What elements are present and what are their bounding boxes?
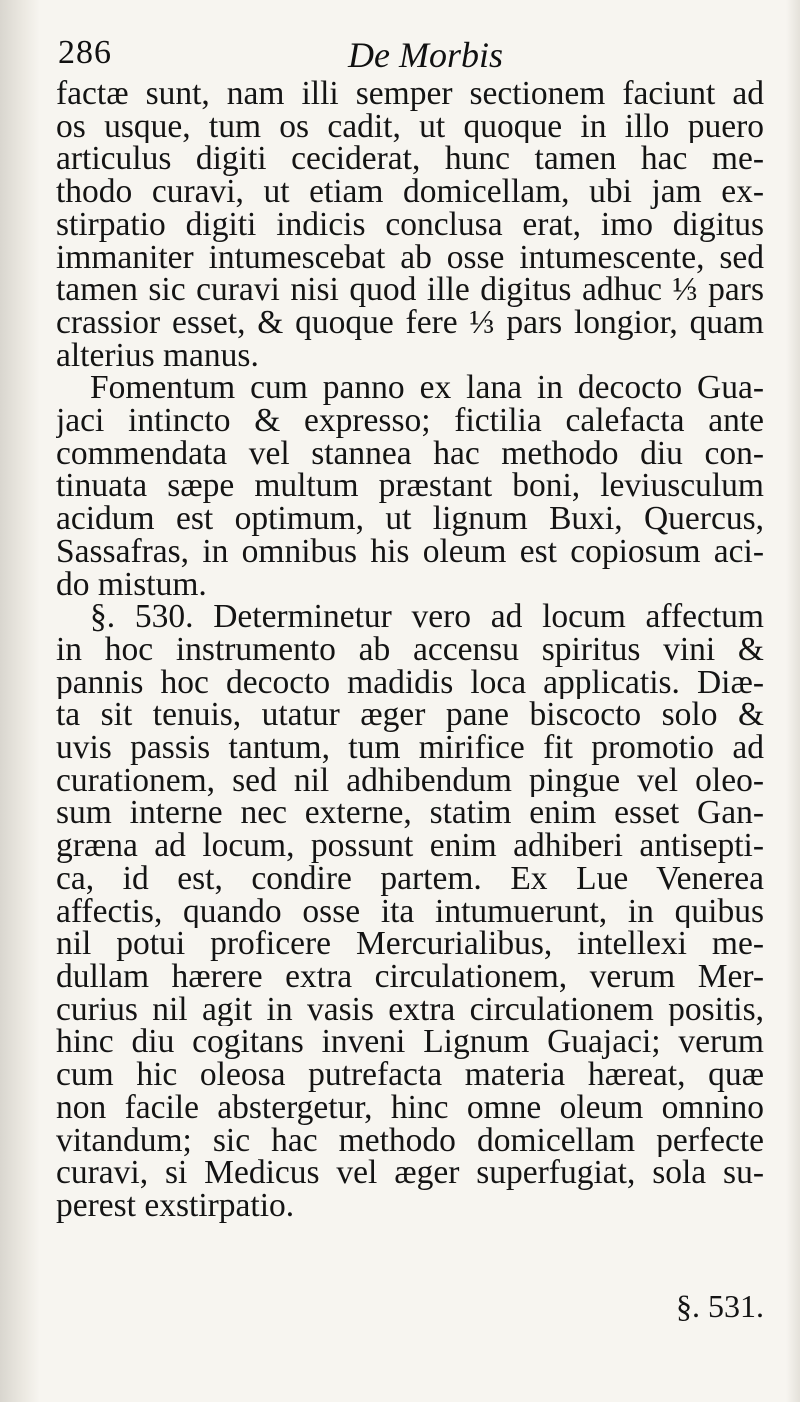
text-line: dullam hærere extra circulationem, verum Mer- bbox=[56, 960, 764, 994]
text-line: immaniter intumescebat ab osse intumescente, sed bbox=[56, 241, 764, 275]
text-line: stirpatio digiti indicis conclusa erat, imo digitus bbox=[56, 208, 764, 242]
text-line: ca, id est, condire partem. Ex Lue Venerea bbox=[56, 862, 764, 896]
text-line: perest exstirpatio. bbox=[56, 1189, 295, 1223]
text-line: hinc diu cogitans inveni Lignum Guajaci; verum bbox=[56, 1026, 764, 1060]
text-line: alterius manus. bbox=[56, 339, 259, 373]
text-line: vitandum; sic hac methodo domicellam perfecte bbox=[56, 1124, 764, 1158]
catchword: §. 531. bbox=[676, 1288, 764, 1324]
text-line: græna ad locum, possunt enim adhiberi antisepti- bbox=[56, 830, 764, 863]
text-line: curavi, si Medicus vel æger superfugiat, sola su- bbox=[56, 1157, 764, 1190]
text-line: Sassafras, in omnibus his oleum est copiosum aci- bbox=[56, 535, 764, 569]
text-line: pannis hoc decocto madidis loca applicatis. Diæ- bbox=[56, 666, 764, 700]
text-line: tinuata sæpe multum præstant boni, leviusculum bbox=[56, 470, 764, 504]
text-line: in hoc instrumento ab accensu spiritus vini & bbox=[56, 633, 764, 667]
text-line: curationem, sed nil adhibendum pingue vel oleo- bbox=[56, 764, 764, 798]
text-line: acidum est optimum, ut lignum Buxi, Quercus, bbox=[56, 503, 764, 536]
text-line: factæ sunt, nam illi semper sectionem faciunt ad bbox=[56, 78, 764, 111]
text-line: ta sit tenuis, utatur æger pane biscocto solo & bbox=[56, 699, 764, 733]
text-line: §. 530. Determinetur vero ad locum affectum bbox=[90, 601, 764, 634]
page-gutter-shadow bbox=[0, 0, 40, 1402]
text-line: jaci intincto & expresso; fictilia calefacta ante bbox=[56, 405, 764, 438]
text-line: cum hic oleosa putrefacta materia hæreat, quæ bbox=[56, 1059, 764, 1092]
text-line: tamen sic curavi nisi quod ille digitus adhuc ⅓ pars bbox=[56, 274, 764, 307]
text-line: thodo curavi, ut etiam domicellam, ubi jam ex- bbox=[56, 176, 764, 209]
page-edge-shadow bbox=[786, 0, 800, 1402]
text-line: affectis, quando osse ita intumuerunt, in quibus bbox=[56, 895, 764, 929]
text-line: do mistum. bbox=[56, 568, 207, 602]
text-line: commendata vel stannea hac methodo diu con- bbox=[56, 437, 764, 471]
text-line: crassior esset, & quoque fere ⅓ pars longior, quam bbox=[56, 306, 764, 340]
running-title: De Morbis bbox=[348, 35, 503, 75]
text-line: non facile abstergetur, hinc omne oleum omnino bbox=[56, 1091, 764, 1125]
text-line: sum interne nec externe, statim enim esset Gan- bbox=[56, 797, 764, 831]
text-line: articulus digiti ceciderat, hunc tamen hac me- bbox=[56, 143, 764, 177]
text-line: curius nil agit in vasis extra circulationem positis, bbox=[56, 993, 764, 1027]
page-number: 286 bbox=[58, 34, 112, 71]
text-line: nil potui proficere Mercurialibus, intellexi me- bbox=[56, 928, 764, 961]
page-header bbox=[58, 28, 758, 80]
text-line: uvis passis tantum, tum mirifice fit promotio ad bbox=[56, 732, 764, 765]
text-line: Fomentum cum panno ex lana in decocto Gua- bbox=[90, 372, 764, 406]
body-text bbox=[56, 78, 764, 1223]
text-line: os usque, tum os cadit, ut quoque in illo puero bbox=[56, 110, 764, 144]
